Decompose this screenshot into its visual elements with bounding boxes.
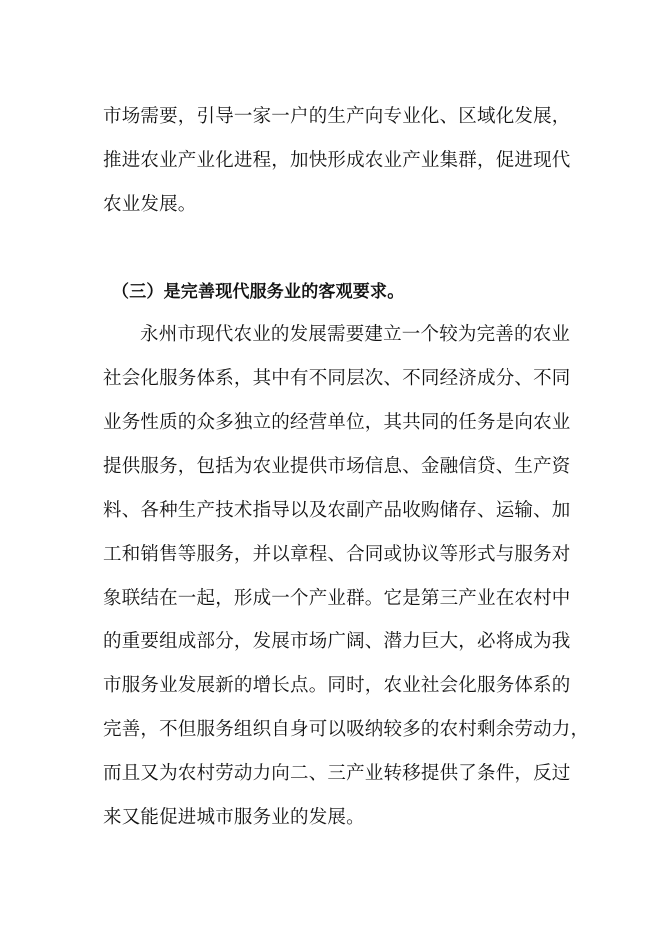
- paragraph-line: 来又能促进城市服务业的发展。: [103, 807, 365, 828]
- paragraph-line: 完善，不但服务组织自身可以吸纳较多的农村剩余劳动力，: [103, 719, 590, 740]
- paragraph-line: 市场需要，引导一家一户的生产向专业化、区域化发展，: [103, 106, 571, 127]
- paragraph-line: 推进农业产业化进程，加快形成农业产业集群，促进现代: [103, 150, 571, 171]
- section-heading: （三）是完善现代服务业的客观要求。: [112, 282, 405, 302]
- paragraph-line: 工和销售等服务，并以章程、合同或协议等形式与服务对: [103, 544, 571, 565]
- paragraph-line: 永州市现代农业的发展需要建立一个较为完善的农业: [140, 324, 571, 345]
- paragraph-line: 而且又为农村劳动力向二、三产业转移提供了条件，反过: [103, 763, 571, 784]
- paragraph-line: 社会化服务体系，其中有不同层次、不同经济成分、不同: [103, 368, 571, 389]
- paragraph-line: 料、各种生产技术指导以及农副产品收购储存、运输、加: [103, 500, 571, 521]
- paragraph-line: 提供服务，包括为农业提供市场信息、金融信贷、生产资: [103, 456, 571, 477]
- paragraph-line: 农业发展。: [103, 194, 197, 215]
- paragraph-line: 市服务业发展新的增长点。同时，农业社会化服务体系的: [103, 675, 571, 696]
- paragraph-line: 象联结在一起，形成一个产业群。它是第三产业在农村中: [103, 588, 571, 609]
- paragraph-line: 的重要组成部分，发展市场广阔、潜力巨大，必将成为我: [103, 631, 571, 652]
- paragraph-line: 业务性质的众多独立的经营单位，其共同的任务是向农业: [103, 412, 571, 433]
